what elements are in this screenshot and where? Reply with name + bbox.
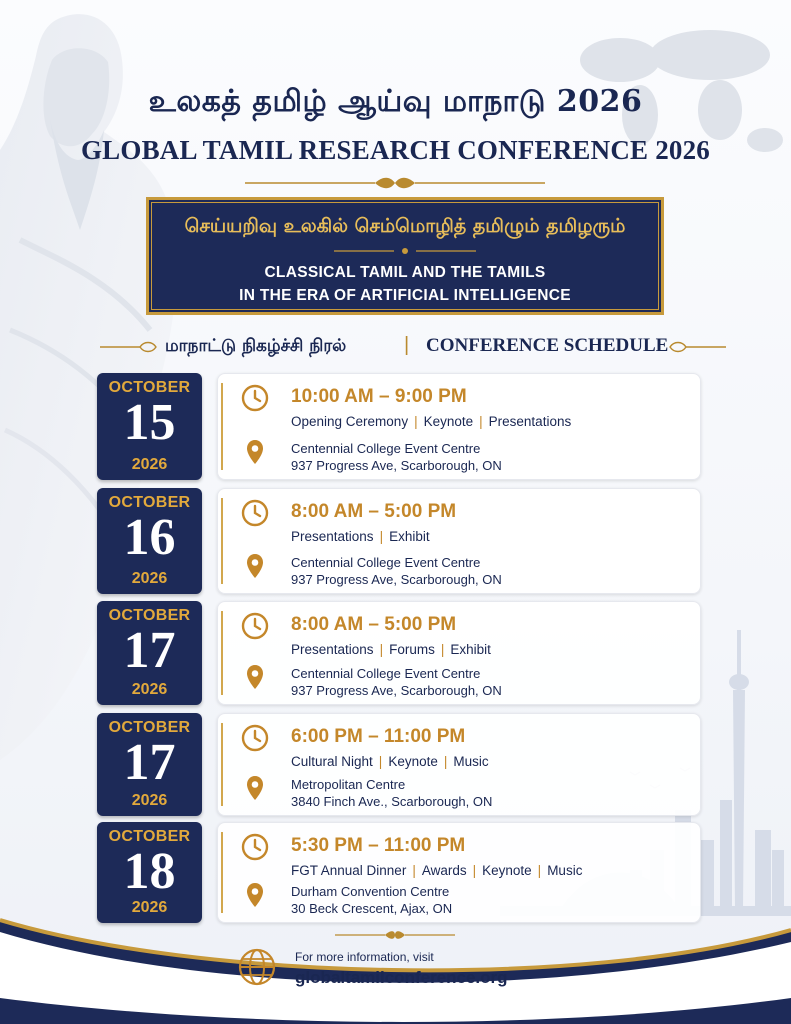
globe-icon — [238, 948, 276, 986]
date-month: OCTOBER — [108, 719, 191, 736]
activity-item: Presentations — [291, 642, 374, 657]
location-pin-icon — [246, 775, 264, 801]
event-activities — [291, 754, 489, 769]
activity-separator: | — [414, 414, 418, 429]
activity-item: Cultural Night — [291, 754, 373, 769]
footer-info — [238, 944, 558, 994]
event-address: 937 Progress Ave, Scarborough, ON — [291, 683, 502, 698]
activity-item: Presentations — [488, 414, 572, 429]
activity-item: Exhibit — [389, 529, 430, 544]
date-day: 15 — [123, 394, 176, 451]
schedule-heading — [0, 333, 791, 361]
schedule-heading-separator: | — [404, 334, 410, 356]
date-year: 2026 — [131, 899, 168, 916]
schedule-heading-tamil: மாநாட்டு நிகழ்ச்சி நிரல் — [165, 336, 347, 356]
location-pin-icon — [246, 553, 264, 579]
date-badge — [97, 373, 202, 480]
date-day: 17 — [123, 622, 176, 679]
activity-separator: | — [379, 642, 384, 657]
event-activities — [291, 414, 571, 429]
activity-item: Awards — [421, 863, 467, 878]
activity-item: FGT Annual Dinner — [291, 863, 407, 878]
activity-item: Forums — [389, 642, 435, 657]
date-badge — [97, 488, 202, 594]
date-month: OCTOBER — [108, 379, 191, 396]
date-month: OCTOBER — [108, 828, 191, 845]
event-activities — [291, 863, 582, 878]
activity-item: Keynote — [388, 754, 438, 769]
activity-separator: | — [440, 642, 445, 657]
activity-separator: | — [479, 414, 483, 429]
clock-icon — [241, 724, 269, 752]
activity-item: Opening Ceremony — [291, 414, 409, 429]
event-address: 30 Beck Crescent, Ajax, ON — [291, 901, 453, 916]
date-year: 2026 — [131, 570, 168, 587]
divider-line — [221, 611, 223, 695]
event-venue: Durham Convention Centre — [291, 884, 450, 899]
flourish-left-icon — [100, 339, 158, 355]
event-venue: Metropolitan Centre — [291, 777, 406, 792]
event-address: 3840 Finch Ave., Scarborough, ON — [291, 794, 493, 809]
more-info-text: For more information, visit — [295, 950, 434, 964]
activity-separator: | — [537, 863, 542, 878]
theme-banner — [146, 197, 664, 315]
event-address: 937 Progress Ave, Scarborough, ON — [291, 458, 502, 473]
clock-icon — [241, 499, 269, 527]
clock-icon — [241, 833, 269, 861]
activity-separator: | — [378, 754, 383, 769]
date-badge — [97, 601, 202, 705]
activity-separator: | — [412, 863, 416, 878]
activity-separator: | — [472, 863, 477, 878]
event-address: 937 Progress Ave, Scarborough, ON — [291, 572, 502, 587]
clock-icon — [241, 612, 269, 640]
schedule-heading-english: CONFERENCE SCHEDULE — [426, 335, 669, 356]
ornamental-divider — [245, 175, 545, 191]
event-time: 5:30 PM – 11:00 PM — [291, 835, 466, 856]
divider-line — [221, 498, 223, 584]
title-english: GLOBAL TAMIL RESEARCH CONFERENCE 2026 — [80, 135, 710, 165]
theme-english-line2: IN THE ERA OF ARTIFICIAL INTELLIGENCE — [239, 287, 571, 304]
activity-separator: | — [443, 754, 448, 769]
event-venue: Centennial College Event Centre — [291, 555, 481, 570]
website-link[interactable]: globaltamilconference.org — [295, 968, 508, 987]
event-time: 8:00 AM – 5:00 PM — [291, 614, 457, 635]
clock-icon — [241, 384, 269, 412]
flourish-right-icon — [668, 339, 726, 355]
date-month: OCTOBER — [108, 494, 191, 511]
divider-line — [221, 383, 223, 470]
activity-item: Music — [547, 863, 583, 878]
location-pin-icon — [246, 439, 264, 465]
event-time: 8:00 AM – 5:00 PM — [291, 501, 457, 522]
event-venue: Centennial College Event Centre — [291, 666, 481, 681]
banner-divider — [334, 246, 476, 256]
event-time: 10:00 AM – 9:00 PM — [291, 386, 467, 407]
date-day: 18 — [123, 843, 176, 900]
date-day: 17 — [123, 734, 176, 791]
activity-separator: | — [379, 529, 384, 544]
activity-item: Exhibit — [450, 642, 491, 657]
event-activities — [291, 529, 430, 544]
footer-divider — [335, 928, 455, 942]
activity-item: Keynote — [482, 863, 532, 878]
theme-english-line1: CLASSICAL TAMIL AND THE TAMILS — [264, 264, 546, 281]
date-year: 2026 — [131, 456, 168, 473]
event-time: 6:00 PM – 11:00 PM — [291, 726, 466, 747]
event-row — [97, 601, 699, 705]
divider-line — [221, 723, 223, 806]
title-tamil: உலகத் தமிழ் ஆய்வு மாநாடு 2026 — [148, 84, 643, 119]
location-pin-icon — [246, 664, 264, 690]
event-row — [97, 373, 699, 480]
date-month: OCTOBER — [108, 607, 191, 624]
date-badge — [97, 713, 202, 816]
event-activities — [291, 642, 491, 657]
event-venue: Centennial College Event Centre — [291, 441, 481, 456]
date-year: 2026 — [131, 681, 168, 698]
date-day: 16 — [123, 509, 176, 566]
activity-item: Music — [453, 754, 489, 769]
activity-item: Keynote — [423, 414, 474, 429]
theme-tamil: செய்யறிவு உலகில் செம்மொழித் தமிழும் தமிழரும் — [184, 215, 626, 237]
activity-item: Presentations — [291, 529, 374, 544]
event-row — [97, 488, 699, 594]
event-row — [97, 713, 699, 816]
date-year: 2026 — [131, 792, 168, 809]
